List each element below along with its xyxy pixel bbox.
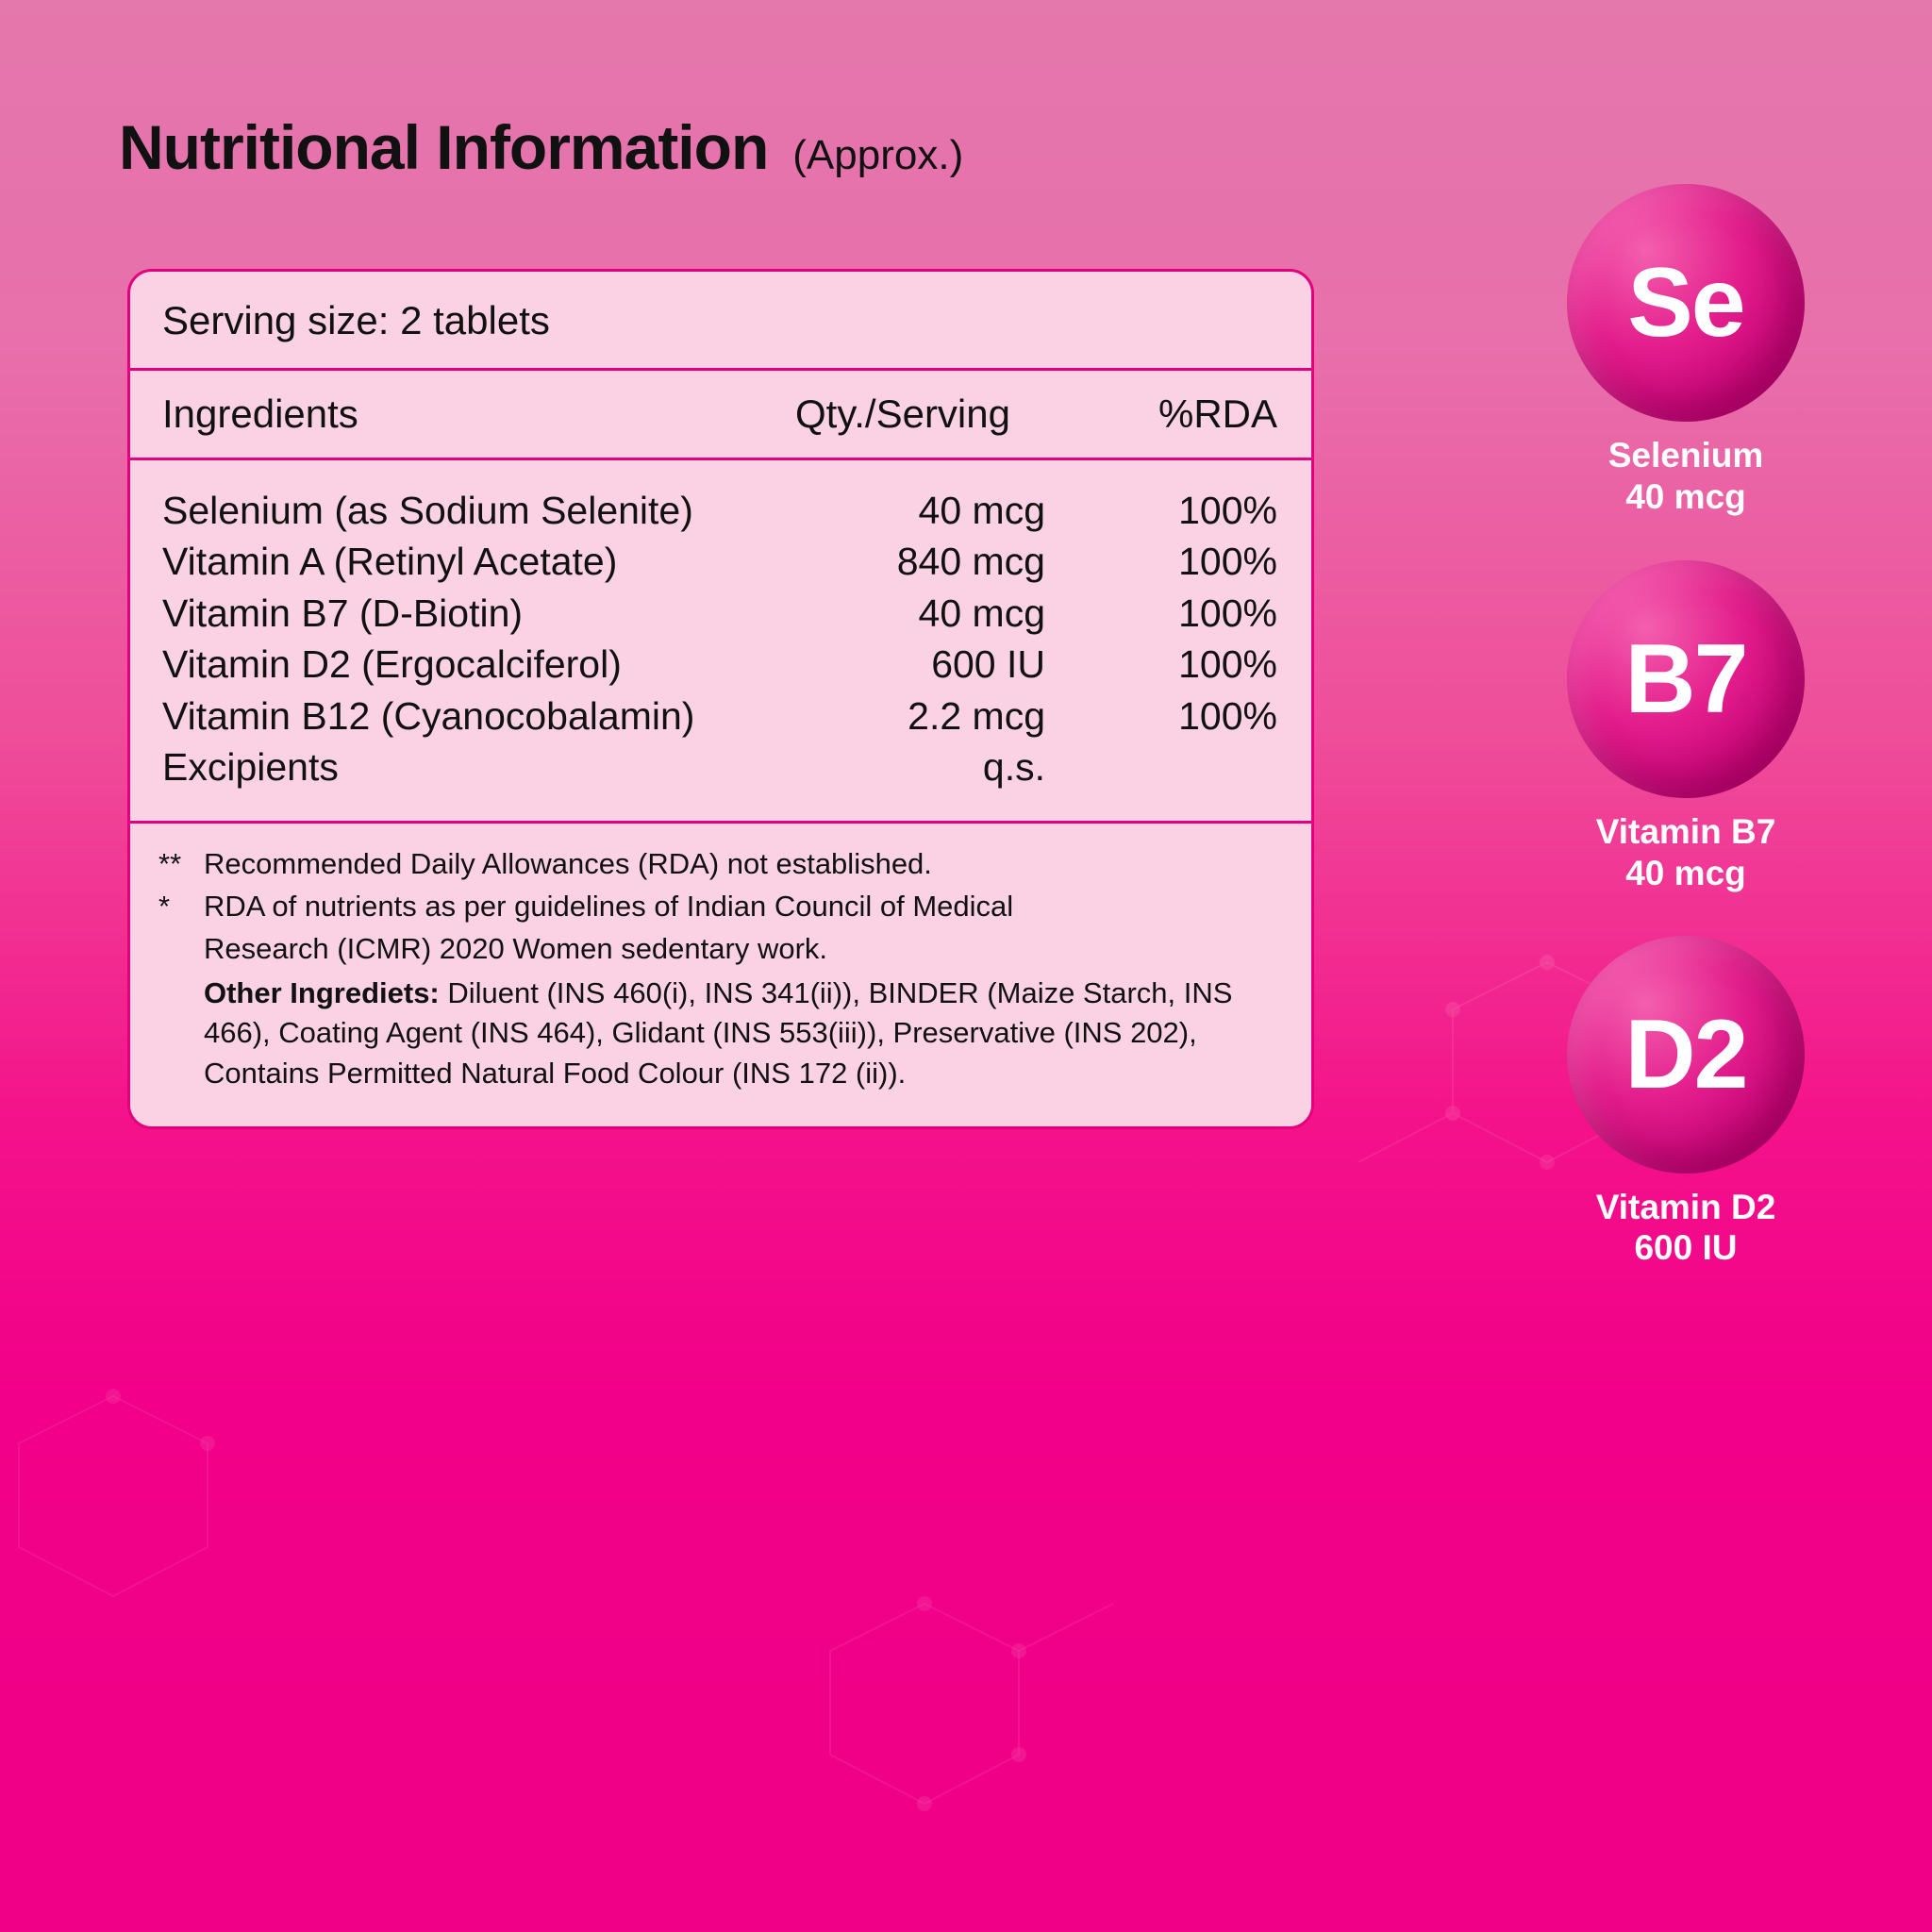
- footnote-mark-double: **: [158, 847, 182, 881]
- page-title-approx: (Approx.): [792, 132, 964, 178]
- nutrient-badge-selenium: [1567, 184, 1805, 517]
- vitamin-d2-name: Vitamin D2: [1595, 1187, 1776, 1226]
- page-title: [119, 111, 963, 183]
- selenium-amount: 40 mcg: [1625, 476, 1746, 516]
- table-row: [162, 588, 1285, 639]
- cell-qty: 600 IU: [931, 642, 1045, 687]
- footnotes: [130, 824, 1311, 1126]
- cell-qty: 840 mcg: [896, 540, 1045, 584]
- cell-qty: 2.2 mcg: [908, 693, 1045, 738]
- table-row: [162, 536, 1285, 587]
- page-title-main: Nutritional Information: [119, 112, 769, 182]
- vitamin-d2-label: [1596, 1187, 1776, 1269]
- other-ingredients-text: Diluent (INS 460(i), INS 341(ii)), BINDER (Maize Starch, INS 466), Coating Agent (INS 464), Glidant (INS 553(iii)), Preservative (INS 202), Contains Permitted Natural Food Colour (INS 172 (ii)).: [204, 975, 1233, 1091]
- cell-ingredient: Vitamin B7 (D-Biotin): [162, 591, 524, 635]
- nutrient-badge-vitamin-d2: [1567, 936, 1805, 1269]
- nutrient-badge-vitamin-b7: [1567, 560, 1805, 893]
- vitamin-d2-amount: 600 IU: [1634, 1228, 1738, 1268]
- vitamin-d2-bubble-icon: [1567, 936, 1805, 1174]
- vitamin-d2-symbol: D2: [1624, 999, 1747, 1109]
- cell-rda: 100%: [1178, 591, 1277, 635]
- column-header-ingredients: Ingredients: [162, 391, 358, 436]
- cell-qty: 40 mcg: [918, 591, 1045, 635]
- vitamin-b7-amount: 40 mcg: [1625, 853, 1746, 892]
- cell-ingredient: Vitamin D2 (Ergocalciferol): [162, 642, 622, 687]
- ingredients-table-body: [130, 460, 1311, 824]
- cell-ingredient: Excipients: [162, 744, 339, 789]
- nutrition-panel: [127, 269, 1314, 1129]
- footnote-mark-single: *: [158, 890, 171, 924]
- other-ingredients-label: Other Ingrediets:: [204, 975, 440, 1009]
- cell-rda: 100%: [1178, 540, 1277, 584]
- footnote-rda-not-established: [158, 844, 1274, 885]
- cell-qty: 40 mcg: [918, 489, 1045, 532]
- table-row: [162, 485, 1285, 536]
- column-header-rda: %RDA: [1158, 391, 1277, 436]
- vitamin-b7-symbol: B7: [1624, 625, 1747, 735]
- cell-ingredient: Vitamin B12 (Cyanocobalamin): [162, 693, 695, 738]
- serving-size-row: Serving size: 2 tablets: [130, 272, 1311, 371]
- selenium-bubble-icon: [1567, 184, 1805, 422]
- table-row: [162, 691, 1285, 741]
- table-row: [162, 639, 1285, 690]
- table-header-row: [130, 371, 1311, 460]
- selenium-symbol: Se: [1627, 248, 1744, 358]
- footnote-icmr: [158, 887, 1274, 927]
- nutrient-badges: [1530, 184, 1841, 1269]
- vitamin-b7-bubble-icon: [1567, 560, 1805, 798]
- cell-rda: 100%: [1178, 489, 1277, 532]
- column-header-qty: Qty./Serving: [795, 391, 1010, 436]
- cell-rda: 100%: [1178, 693, 1277, 738]
- vitamin-b7-name: Vitamin B7: [1595, 812, 1776, 852]
- cell-ingredient: Selenium (as Sodium Selenite): [162, 489, 693, 532]
- selenium-label: [1608, 435, 1764, 517]
- cell-qty: q.s.: [982, 744, 1045, 789]
- selenium-name: Selenium: [1607, 436, 1764, 475]
- other-ingredients: [204, 974, 1274, 1094]
- vitamin-b7-label: [1596, 811, 1776, 893]
- cell-rda: 100%: [1178, 642, 1277, 687]
- cell-ingredient: Vitamin A (Retinyl Acetate): [162, 540, 618, 584]
- footnote-icmr-continued: Research (ICMR) 2020 Women sedentary work.: [204, 931, 828, 965]
- footnote-text: RDA of nutrients as per guidelines of Indian Council of Medical: [204, 890, 1014, 924]
- footnote-text: Recommended Daily Allowances (RDA) not established.: [204, 847, 932, 881]
- table-row: [162, 741, 1285, 792]
